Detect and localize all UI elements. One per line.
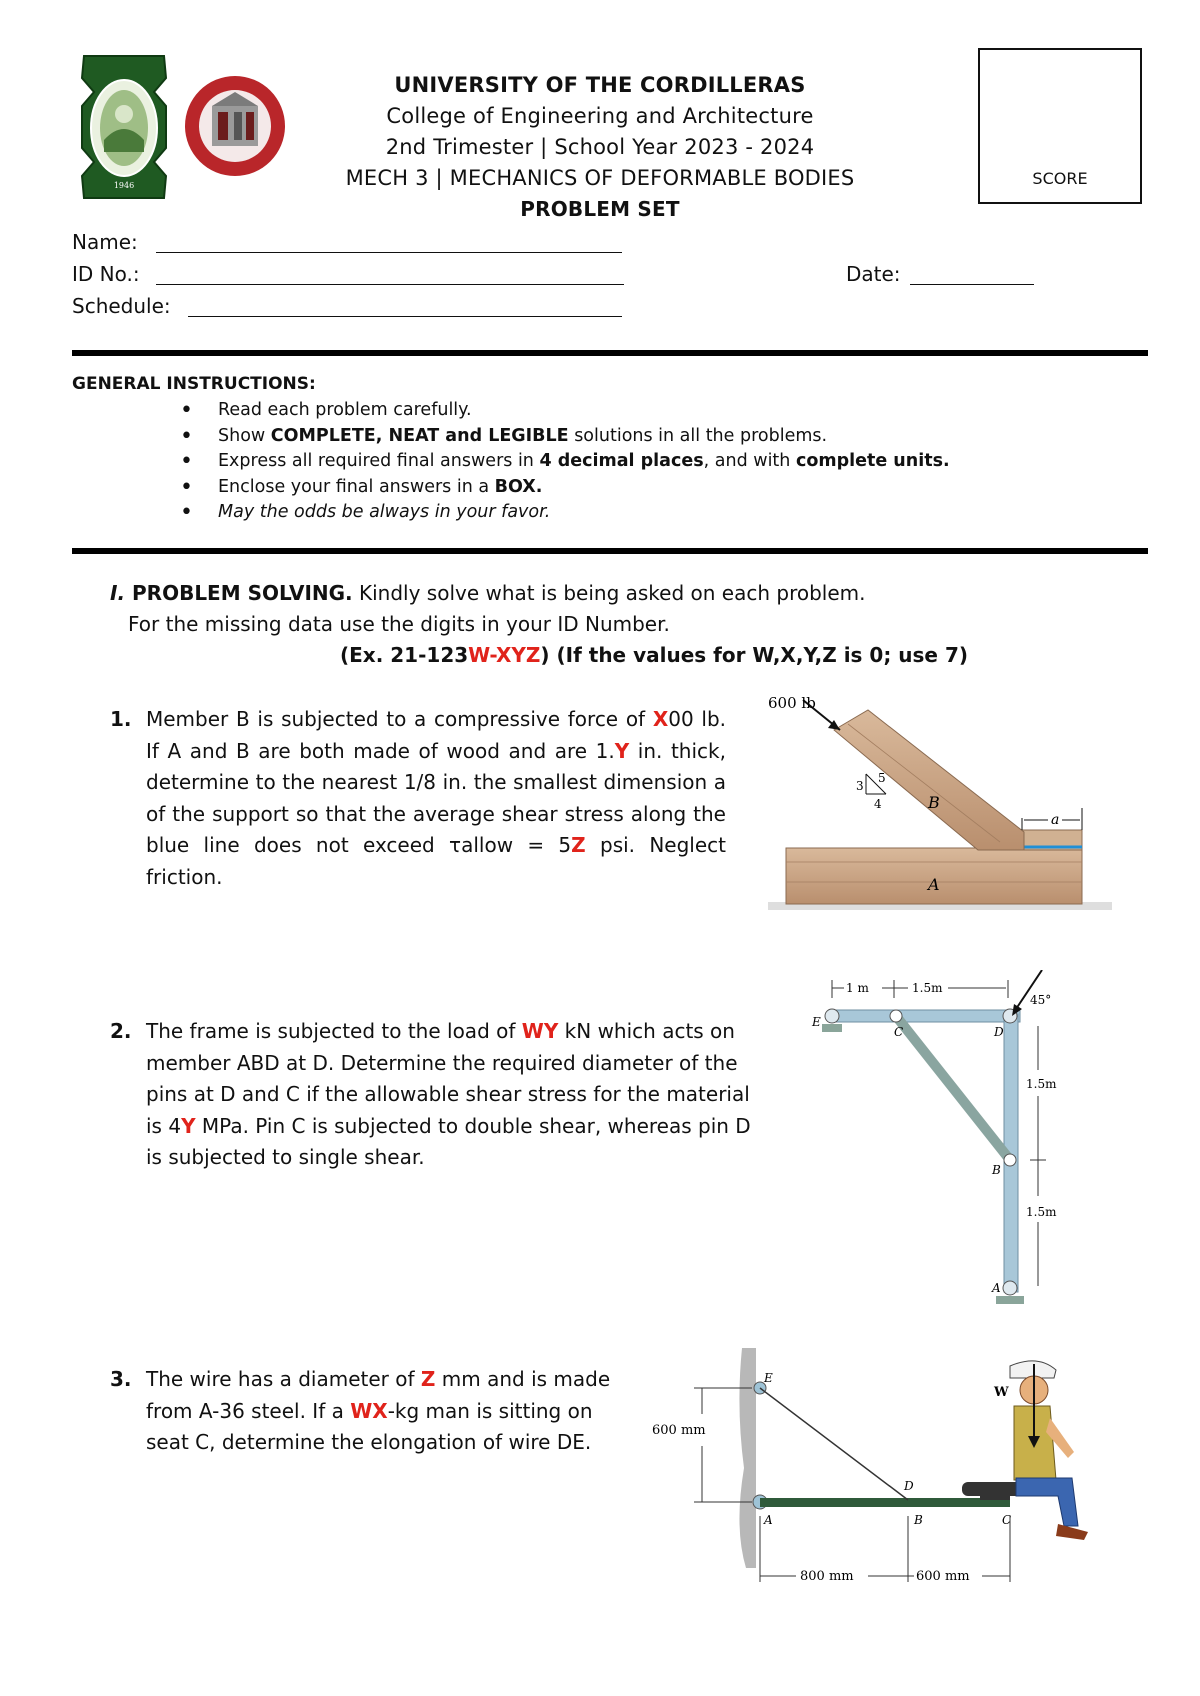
course-title: MECH 3 | MECHANICS OF DEFORMABLE BODIES: [345, 166, 855, 190]
p1-slope-5: 5: [878, 771, 886, 785]
p2-dim-15m-upper: 1.5m: [1026, 1077, 1057, 1091]
college-name: College of Engineering and Architecture: [386, 104, 814, 128]
problem-1-figure: [768, 690, 1112, 920]
section-title: I. PROBLEM SOLVING. Kindly solve what is being asked on each problem.: [110, 581, 866, 605]
p1-slope-3: 3: [856, 779, 864, 793]
p1-dim-a: a: [1051, 812, 1060, 828]
problem-3-figure: [652, 1348, 1106, 1608]
schedule-line[interactable]: [188, 316, 622, 317]
problem-2-figure: [808, 970, 1068, 1316]
name-line[interactable]: [156, 252, 622, 253]
instruction-2: • Show COMPLETE, NEAT and LEGIBLE solutions in all the problems.: [180, 424, 950, 450]
p3-label-c: C: [1002, 1513, 1012, 1527]
p1-slope-4: 4: [874, 797, 882, 811]
section-example: (Ex. 21-123W-XYZ) (If the values for W,X,Y,Z is 0; use 7): [340, 643, 969, 667]
p1-member-b: B: [928, 793, 940, 812]
divider-bottom: [72, 548, 1148, 554]
problem-2: 2. The frame is subjected to the load of WY kN which acts on member ABD at D. Determine the required diameter of the pins at D and C if the allowable shear stress for the material is 4Y MPa. Pin C is subjected to double shear, whereas pin D is subjected to single shear.: [146, 1016, 766, 1174]
p2-dim-1m: 1 m: [846, 981, 869, 995]
problem-1: 1. Member B is subjected to a compressive force of X00 lb. If A and B are both made of wood and are 1.Y in. thick, determine to the nearest 1/8 in. the smallest dimension a of the support so that the average shear stress along the blue line does not exceed τallow = 5Z psi. Neglect friction.: [146, 704, 726, 893]
score-box: [978, 48, 1142, 204]
p3-dim-height: 600 mm: [652, 1423, 706, 1438]
instructions-heading: GENERAL INSTRUCTIONS:: [72, 374, 316, 394]
p2-label-d: D: [994, 1025, 1004, 1039]
date-label: Date:: [846, 262, 901, 286]
id-line[interactable]: [156, 284, 624, 285]
instruction-4: • Enclose your final answers in a BOX.: [180, 475, 950, 501]
problem-2-number: 2.: [110, 1019, 132, 1043]
p2-label-c: C: [894, 1025, 904, 1039]
p3-dim-600: 600 mm: [916, 1569, 970, 1584]
p3-label-d: D: [904, 1479, 914, 1493]
problem-3: 3. The wire has a diameter of Z mm and is made from A-36 steel. If a WX-kg man is sitting on seat C, determine the elongation of wire DE.: [146, 1364, 622, 1459]
university-logo: [74, 48, 174, 204]
p2-dim-15m-lower: 1.5m: [1026, 1205, 1057, 1219]
logo-year: 1946: [113, 181, 135, 190]
university-name: UNIVERSITY OF THE CORDILLERAS: [394, 73, 806, 97]
p1-force-label: 600 lb: [768, 694, 816, 712]
p2-dim-15m-top: 1.5m: [912, 981, 943, 995]
term: 2nd Trimester | School Year 2023 - 2024: [385, 135, 815, 159]
p3-label-b: B: [914, 1513, 923, 1527]
p2-angle: 45°: [1030, 993, 1052, 1007]
name-label: Name:: [72, 230, 138, 254]
divider-top: [72, 350, 1148, 356]
p2-label-b: B: [992, 1163, 1001, 1177]
instruction-5: • May the odds be always in your favor.: [180, 500, 950, 526]
p3-label-a: A: [764, 1513, 773, 1527]
college-logo: [182, 66, 288, 186]
id-label: ID No.:: [72, 262, 140, 286]
p3-label-w: W: [994, 1385, 1009, 1400]
date-line[interactable]: [910, 284, 1034, 285]
schedule-label: Schedule:: [72, 294, 171, 318]
p2-label-a: A: [992, 1281, 1001, 1295]
p3-label-e: E: [764, 1371, 773, 1385]
p2-label-e: E: [812, 1015, 821, 1029]
instruction-3: • Express all required final answers in 4 decimal places, and with complete units.: [180, 449, 950, 475]
problem-1-number: 1.: [110, 707, 132, 731]
section-instruction: For the missing data use the digits in your ID Number.: [128, 612, 670, 636]
instructions-list: [180, 398, 950, 526]
score-label: SCORE: [1032, 169, 1088, 188]
problem-3-number: 3.: [110, 1367, 132, 1391]
p3-dim-800: 800 mm: [800, 1569, 854, 1584]
instruction-1: • Read each problem carefully.: [180, 398, 950, 424]
doc-type: PROBLEM SET: [520, 197, 680, 221]
p1-member-a: A: [928, 875, 940, 894]
